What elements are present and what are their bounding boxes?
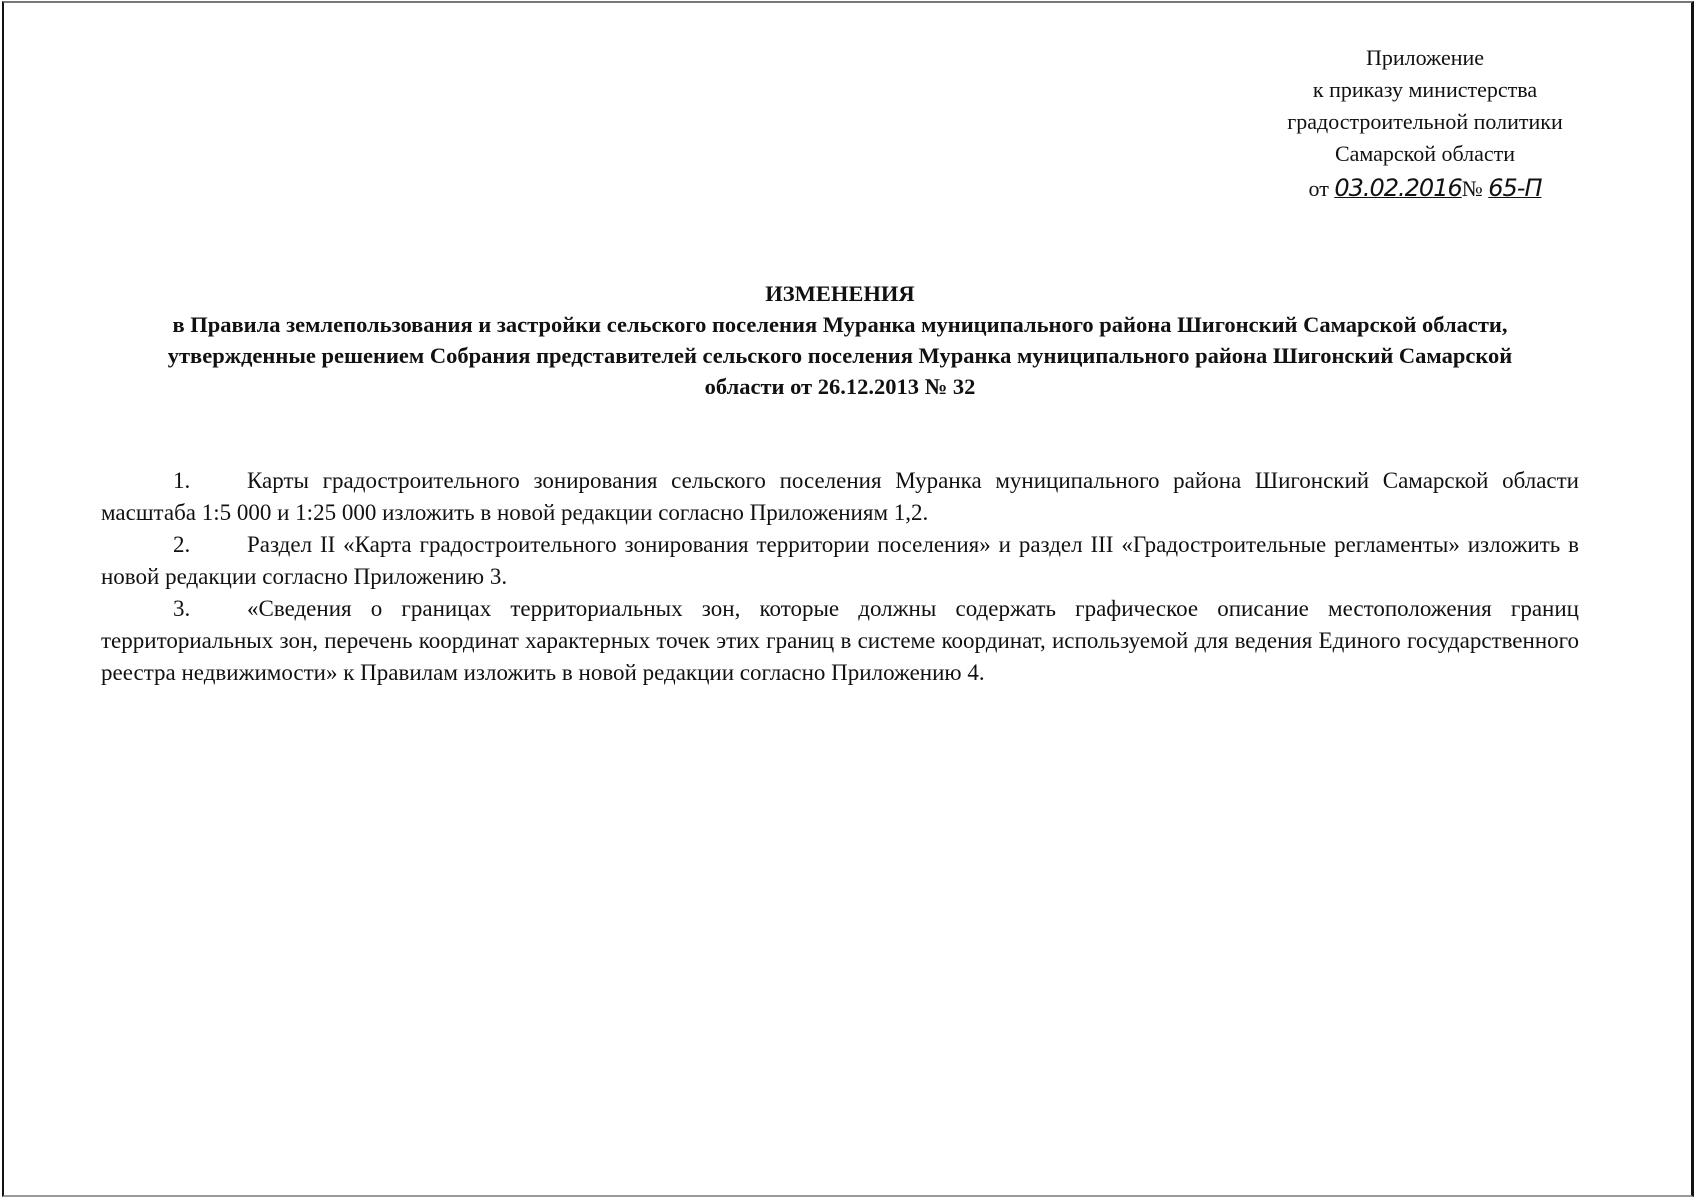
item-text: Карты градостроительного зонирования сельского поселения Муранка муниципального района Шигонский Самарской области масштаба 1:5 000 и 1:25 000 изложить в новой редакции согласно Приложениям 1,2. bbox=[101, 468, 1579, 525]
document-title bbox=[100, 278, 1580, 402]
appendix-block bbox=[1230, 42, 1620, 206]
item-number: 2. bbox=[173, 532, 191, 557]
appendix-date-line bbox=[1230, 170, 1620, 206]
list-item bbox=[101, 593, 1579, 689]
title-subtitle: в Правила землепользования и застройки сельского поселения Муранка муниципального района Шигонский Самарской области, утвержденные решением Собрания представителей сельского поселения Муранка муниципального района Шигонский Самарской области от 26.12.2013 № 32 bbox=[167, 312, 1513, 399]
handwritten-date: 03.02.2016 bbox=[1334, 174, 1462, 202]
number-prefix: № bbox=[1461, 176, 1483, 201]
item-text: «Сведения о границах территориальных зон, которые должны содержать графическое описание местоположения границ территориальных зон, перечень координат характерных точек этих границ в системе координат, используемой для ведения Единого государственного реестра недвижимости» к Правилам изложить в новой редакции согласно Приложению 4. bbox=[101, 596, 1579, 685]
appendix-line: Самарской области bbox=[1334, 141, 1516, 166]
item-text: Раздел II «Карта градостроительного зонирования территории поселения» и раздел III «Градостроительные регламенты» изложить в новой редакции согласно Приложению 3. bbox=[101, 532, 1579, 589]
title-heading: ИЗМЕНЕНИЯ bbox=[765, 281, 915, 306]
appendix-line: к приказу министерства bbox=[1312, 77, 1538, 102]
handwritten-number: 65-П bbox=[1488, 174, 1542, 202]
appendix-line: Приложение bbox=[1365, 45, 1485, 70]
document-body bbox=[101, 465, 1579, 689]
list-item bbox=[101, 529, 1579, 593]
appendix-line: градостроительной политики bbox=[1287, 109, 1563, 134]
date-prefix: от bbox=[1308, 176, 1329, 201]
list-item bbox=[101, 465, 1579, 529]
item-number: 3. bbox=[173, 596, 191, 621]
item-number: 1. bbox=[173, 468, 191, 493]
